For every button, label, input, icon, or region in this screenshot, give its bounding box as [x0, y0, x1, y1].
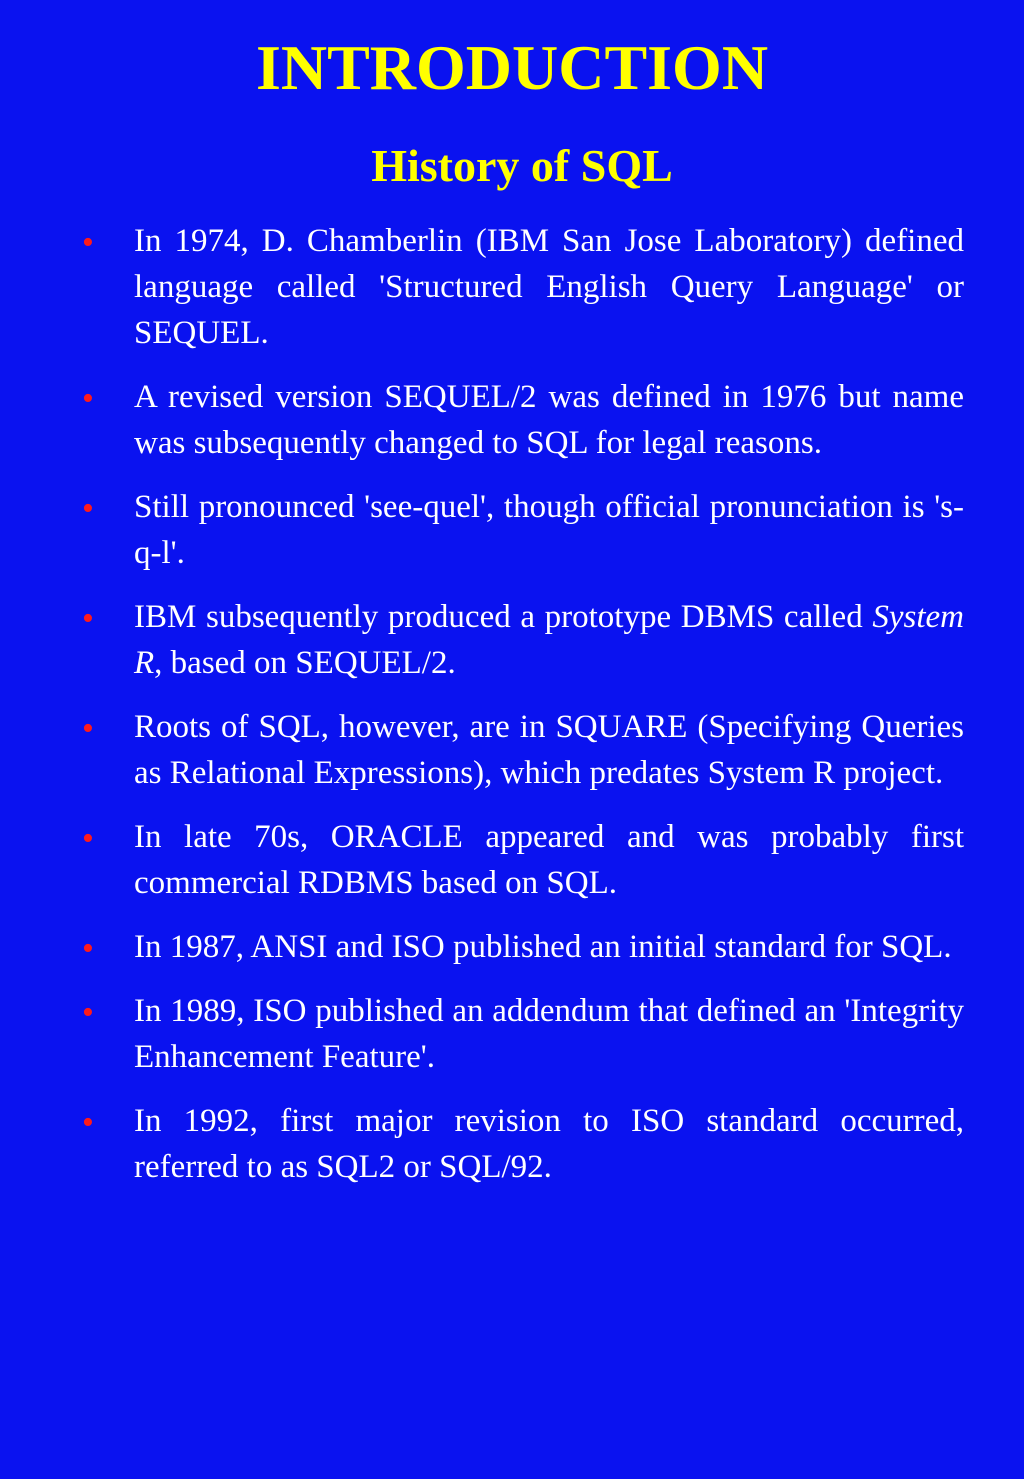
bullet-text: Still pronounced 'see-quel', though official pronunciation is 's-q-l'. [134, 489, 964, 571]
bullet-text: In late 70s, ORACLE appeared and was probably first commercial RDBMS based on SQL. [134, 819, 964, 901]
system-r-term: System R [134, 599, 964, 681]
bullet-text: In 1992, first major revision to ISO standard occurred, referred to as SQL2 or SQL/92. [134, 1103, 964, 1185]
slide-subtitle: History of SQL [371, 140, 673, 191]
bullet-icon: • [82, 224, 94, 261]
bullet-item [0, 924, 1024, 970]
bullet-icon: • [82, 930, 94, 967]
bullet-icon: • [82, 380, 94, 417]
bullet-text: Roots of SQL, however, are in SQUARE (Specifying Queries as Relational Expressions), which predates System R project. [134, 709, 964, 791]
bullet-item [0, 704, 1024, 796]
bullet-icon: • [82, 820, 94, 857]
bullet-icon: • [82, 600, 94, 637]
bullet-item [0, 594, 1024, 686]
bullet-text: A revised version SEQUEL/2 was defined in 1976 but name was subsequently changed to SQL for legal reasons. [134, 379, 964, 461]
bullet-item [0, 814, 1024, 906]
bullet-icon: • [82, 710, 94, 747]
bullet-list [0, 218, 1024, 1208]
bullet-text: In 1974, D. Chamberlin (IBM San Jose Laboratory) defined language called 'Structured English Query Language' or SEQUEL. [134, 223, 964, 351]
bullet-text-part: , based on SEQUEL/2. [154, 645, 456, 681]
slide-title: INTRODUCTION [255, 32, 769, 103]
bullet-item [0, 988, 1024, 1080]
bullet-icon: • [82, 994, 94, 1031]
bullet-text-part: IBM subsequently produced a prototype DBMS called [134, 599, 873, 635]
bullet-item [0, 1098, 1024, 1190]
bullet-icon: • [82, 490, 94, 527]
bullet-text: In 1989, ISO published an addendum that defined an 'Integrity Enhancement Feature'. [134, 993, 964, 1075]
bullet-item [0, 218, 1024, 356]
bullet-text: In 1987, ANSI and ISO published an initial standard for SQL. [134, 929, 952, 965]
bullet-item [0, 484, 1024, 576]
bullet-text [134, 594, 964, 686]
bullet-icon: • [82, 1104, 94, 1141]
bullet-item [0, 374, 1024, 466]
